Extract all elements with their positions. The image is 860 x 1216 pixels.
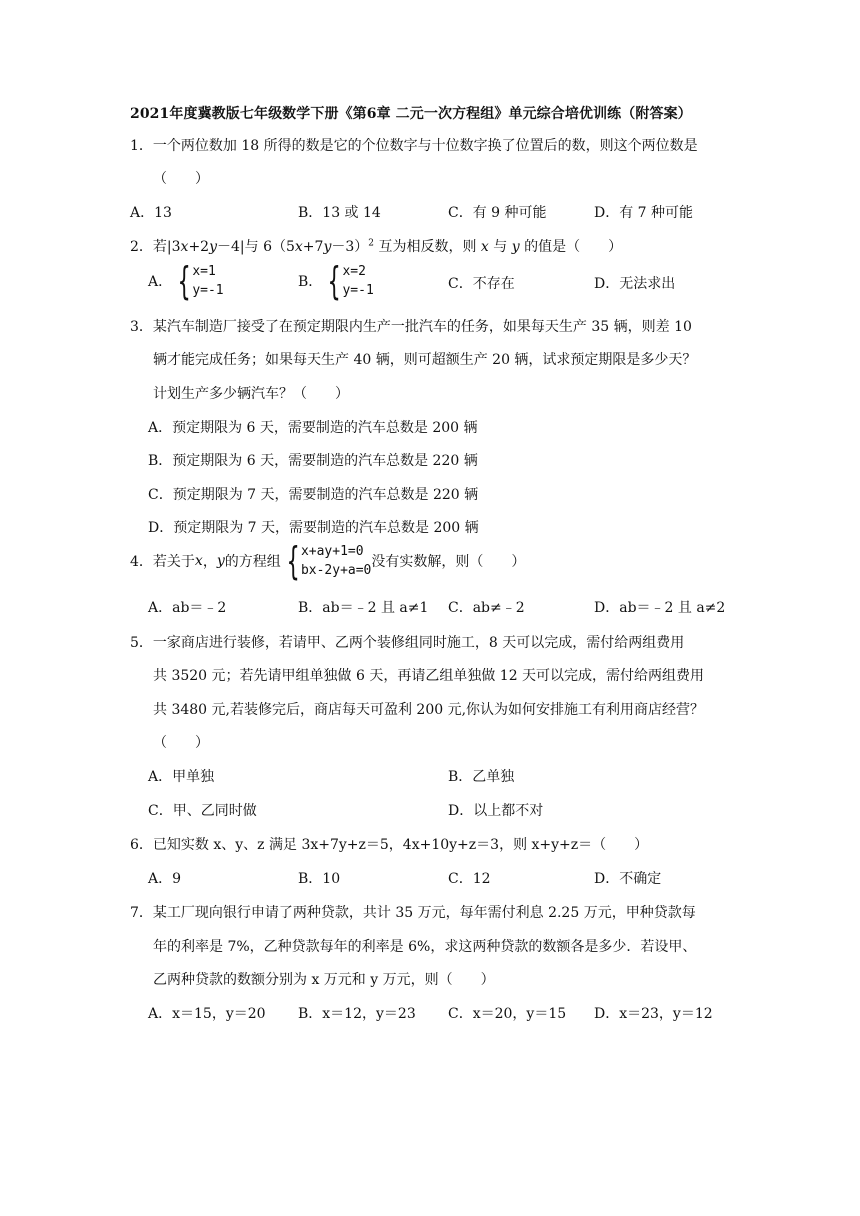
q2-part: 2．若|3: [130, 239, 181, 255]
question-3-option-d: D．预定期限为 7 天，需要制造的汽车总数是 200 辆: [148, 520, 479, 536]
question-6-text: 6．已知实数 x、y、z 满足 3x+7y+z＝5，4x+10y+z＝3，则 x+y+z＝（ ）: [130, 837, 649, 853]
equation: y=-1: [192, 283, 224, 298]
equation: y=-1: [342, 283, 374, 298]
q2-part: 与: [488, 239, 512, 255]
left-brace-icon: {: [327, 259, 342, 303]
q2-part: +2: [188, 239, 210, 255]
equation: x+ay+1=0: [300, 544, 364, 559]
question-5-option-c: C．甲、乙同时做: [148, 803, 257, 819]
q4-part: ，: [202, 554, 217, 570]
equation: x=1: [192, 264, 216, 279]
var-x: x: [180, 239, 189, 255]
q2-part: +7: [302, 239, 324, 255]
equation: x=2: [342, 264, 366, 279]
question-5-text-line-4: （ ）: [153, 735, 209, 751]
var-x: x: [480, 239, 489, 255]
question-3-text-line-1: 3．某汽车制造厂接受了在预定期限内生产一批汽车的任务，如果每天生产 35 辆，则差 10: [130, 319, 692, 335]
question-2-option-b: [298, 259, 374, 303]
var-y: y: [209, 239, 217, 255]
question-5-text-line-2: 共 3520 元；若先请甲组单独做 6 天，再请乙组单独做 12 天可以完成，需付给两组费用: [153, 668, 705, 684]
question-2-option-a: [148, 259, 224, 303]
question-7-option-d: D．x＝23，y＝12: [594, 1006, 713, 1022]
question-5-option-d: D．以上都不对: [448, 803, 544, 819]
question-3-text-line-2: 辆才能完成任务；如果每天生产 40 辆，则可超额生产 20 辆，试求预定期限是多少天？: [153, 352, 697, 368]
question-4-option-c: C．ab≠﹣2: [448, 600, 525, 616]
question-6-option-a: A．9: [148, 871, 182, 887]
left-brace-icon: {: [286, 539, 300, 583]
question-7-option-b: B．x＝12，y＝23: [298, 1006, 416, 1022]
question-1-text-line-2: （ ）: [153, 171, 209, 187]
question-2-option-c: C．不存在: [448, 276, 515, 292]
var-x: x: [294, 239, 303, 255]
question-3-option-c: C．预定期限为 7 天，需要制造的汽车总数是 220 辆: [148, 487, 479, 503]
question-1-text-line-1: 1．一个两位数加 18 所得的数是它的个位数字与十位数字换了位置后的数，则这个两位数是: [130, 138, 698, 154]
question-3-option-a: A．预定期限为 6 天，需要制造的汽车总数是 200 辆: [148, 420, 478, 436]
option-label: A．: [148, 274, 173, 290]
q4-part: 的方程组: [224, 554, 281, 570]
var-y: y: [323, 239, 332, 255]
q2-part: －3）: [331, 239, 369, 255]
q4-part: 4．若关于: [130, 554, 195, 570]
equation: bx-2y+a=0: [300, 563, 372, 578]
question-1-option-c: C．有 9 种可能: [448, 205, 547, 221]
left-brace-icon: {: [177, 259, 191, 303]
question-1-option-d: D．有 7 种可能: [594, 205, 694, 221]
q2-part: 互为相反数，则: [374, 239, 481, 255]
question-7-option-a: A．x＝15，y＝20: [148, 1006, 266, 1022]
question-2-text: [130, 236, 622, 256]
var-y: y: [216, 553, 225, 569]
var-x: x: [194, 553, 203, 569]
question-4-text: [130, 539, 526, 583]
option-label: B．: [298, 274, 323, 290]
question-7-text-line-1: 7．某工厂现向银行申请了两种贷款，共计 35 万元，每年需付利息 2.25 万元，甲种贷款每: [130, 905, 696, 921]
question-4-option-d: D．ab＝﹣2 且 a≠2: [594, 600, 726, 616]
question-7-text-line-2: 年的利率是 7%，乙种贷款每年的利率是 6%，求这两种贷款的数额各是多少．若设甲、: [153, 939, 697, 955]
question-1-option-a: A．13: [130, 205, 172, 221]
question-3-option-b: B．预定期限为 6 天，需要制造的汽车总数是 220 辆: [148, 453, 478, 469]
question-7-option-c: C．x＝20，y＝15: [448, 1006, 567, 1022]
question-6-option-c: C．12: [448, 871, 491, 887]
document-title: 2021年度冀教版七年级数学下册《第6章 二元一次方程组》单元综合培优训练（附答案）: [130, 106, 692, 122]
q2-part: 的值是（ ）: [519, 239, 623, 255]
question-4-option-b: B．ab＝﹣2 且 a≠1: [298, 600, 429, 616]
q2-part: －4|与 6（5: [217, 239, 295, 255]
question-6-option-d: D．不确定: [594, 871, 662, 887]
question-5-option-a: A．甲单独: [148, 769, 215, 785]
question-5-text-line-3: 共 3480 元,若装修完后，商店每天可盈利 200 元,你认为如何安排施工有利用商店经营？: [153, 702, 705, 718]
question-3-text-line-3: 计划生产多少辆汽车？（ ）: [153, 386, 349, 402]
question-7-text-line-3: 乙两种贷款的数额分别为 x 万元和 y 万元，则（ ）: [153, 972, 495, 988]
var-y: y: [511, 239, 520, 255]
question-1-option-b: B．13 或 14: [298, 205, 381, 221]
question-2-option-d: D．无法求出: [594, 276, 676, 292]
question-4-option-a: A．ab＝﹣2: [148, 600, 227, 616]
exponent: 2: [368, 238, 375, 249]
question-5-text-line-1: 5．一家商店进行装修，若请甲、乙两个装修组同时施工，8 天可以完成，需付给两组费用: [130, 635, 685, 651]
question-5-option-b: B．乙单独: [448, 769, 515, 785]
q4-part: 没有实数解，则（ ）: [371, 554, 526, 570]
question-6-option-b: B．10: [298, 871, 341, 887]
